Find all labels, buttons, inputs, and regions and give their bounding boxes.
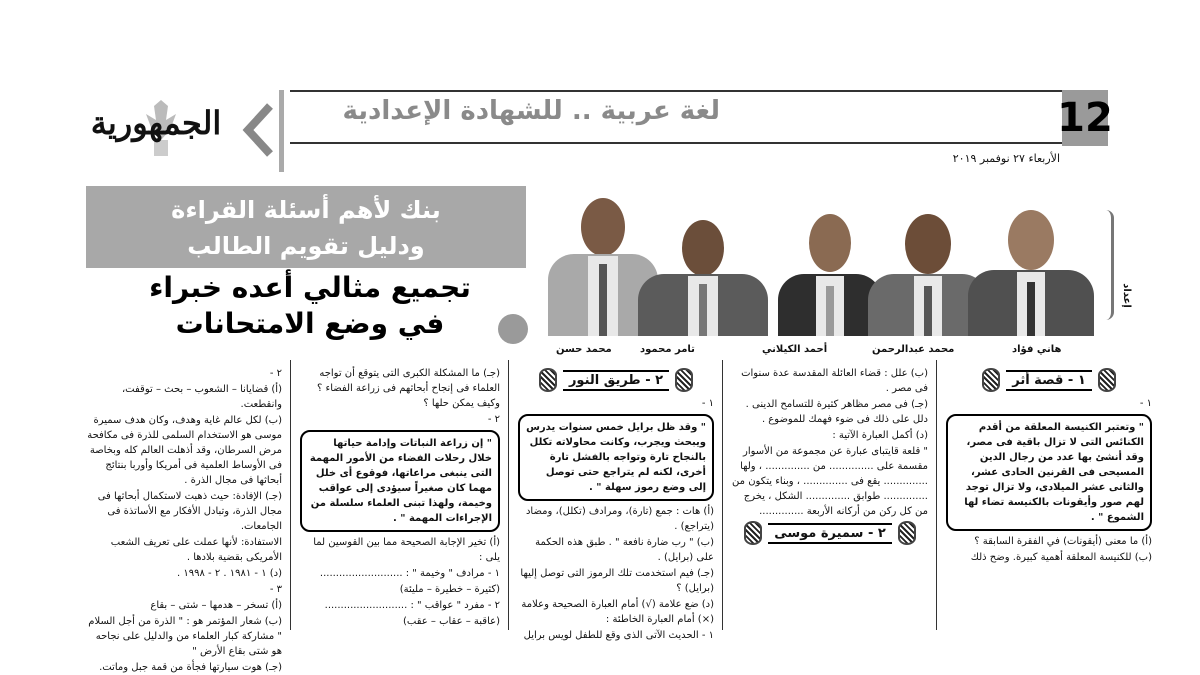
answer-item: (ب) لكل عالم غاية وهدف، وكان هدف سميرة موسى هو الاستخدام السلمى للذرة فى مكافحة مرض السرطان، وقد أذهلت العالم كله وبخاصة فى الأوساط العلمية فى أمريكا وأوربا بنتائج أبحاثها فى مجال الذرة . — [87, 415, 282, 486]
logo-text: الجمهورية — [90, 104, 222, 142]
section-heading-text: ٢ - طريق النور — [563, 370, 669, 391]
header-rule-top — [290, 90, 1062, 92]
decorative-circle — [498, 314, 528, 344]
column-questions-4 — [300, 366, 500, 630]
question-item: (ب) للكنيسة المعلقة أهمية كبيرة. وضح ذلك — [970, 552, 1152, 563]
column-questions-2 — [732, 366, 928, 630]
author-photo-2 — [778, 200, 882, 336]
headline-line-1: بنك لأهم أسئلة القراءة — [171, 196, 441, 224]
question-item: ١ - الحديث الآتى الذى وقع للطفل لويس برايل — [523, 630, 714, 641]
prepared-by-bracket — [1106, 210, 1114, 320]
answer-item: (جـ) الإفادة: حيث ذهبت لاستكمال أبحاثها فى مجال الذرة، وتبادل الأفكار مع الأساتذة فى الجامعات. — [97, 491, 282, 532]
subheadline-line-1: تجميع مثالي أعده خبراء — [149, 271, 471, 304]
ornament-icon — [744, 521, 762, 545]
column-divider — [290, 360, 291, 630]
column-divider — [508, 360, 509, 630]
question-number: ١ - — [701, 398, 714, 409]
question-number: ٢ - — [487, 414, 500, 425]
answer-item: ٣ - — [269, 584, 282, 595]
author-name-4: محمد حسن — [556, 344, 612, 355]
author-name-1: محمد عبدالرحمن — [872, 344, 955, 355]
issue-date: الأربعاء ٢٧ نوفمبر ٢٠١٩ — [952, 152, 1060, 165]
section-heading-2 — [732, 521, 928, 545]
column-answers-5 — [86, 366, 282, 673]
ornament-icon — [1098, 368, 1116, 392]
section-heading-text: ١ - قصة أثر — [1006, 370, 1092, 391]
passage-box: " وتعتبر الكنيسة المعلقة من أقدم الكنائس التى لا تزال باقية فى مصر، وقد أنشئ بها عدد من رجال الدين المسيحى فى القرنين الحادى عشر، والثانى عشر الميلادى، ولا تزال توجد لهم صور وأيقونات بالكنيسة تضاء لها الشموع " . — [946, 414, 1152, 531]
question-item: (د) ضع علامة (√) أمام العبارة الصحيحة وعلامة (×) أمام العبارة الخاطئة : — [521, 599, 714, 625]
question-item: (ب) " رب ضارة نافعة " . طبق هذه الحكمة على (برايل) . — [535, 537, 714, 563]
author-name-2: أحمد الكيلاني — [762, 344, 828, 355]
question-item: (أ) هات : جمع (تارة)، ومرادف (تكلل)، ومضاد (يتراجع) . — [525, 506, 714, 532]
answer-item: (أ) قضايانا – الشعوب – بحث – توقفت، وانقطعت. — [121, 384, 282, 410]
section-heading-1 — [946, 368, 1152, 392]
question-item: ١ - مرادف " وخيمة " : .......................... — [319, 568, 500, 579]
prepared-by-label: إعداد — [1120, 283, 1132, 308]
subheadline-line-2: في وضع الامتحانات — [175, 307, 445, 340]
ornament-icon — [898, 521, 916, 545]
header-rule-bottom — [290, 142, 1062, 144]
column-divider — [936, 360, 937, 630]
ornament-icon — [982, 368, 1000, 392]
question-item: (جـ) ما المشكلة الكبرى التى يتوقع أن تواجه العلماء فى إنجاح أبحاثهم فى زراعة الفضاء ؟ وكيف يمكن حلها ؟ — [317, 368, 500, 409]
answer-item: الاستفادة: لأنها عملت على تعريف الشعب الأمريكى بقضية بلادها . — [110, 537, 282, 563]
answer-item: ٢ - — [269, 368, 282, 379]
ornament-icon — [675, 368, 693, 392]
headline-line-2: ودليل تقويم الطالب — [187, 232, 425, 260]
column-story-3 — [518, 366, 714, 641]
question-item: " قلعة قايتباى عبارة عن مجموعة من الأسوار مقسمة على .............. من .............. ، ولها .............. يقع فى .............. ، وبناء يتكون من .............. طوابق .............. الشكل ، يخرج من كل ركن من أركانه الأربعة .............. — [732, 446, 928, 517]
author-photo-3 — [638, 206, 768, 336]
question-item: (كثيرة – خطيرة – مليئة) — [399, 584, 500, 595]
question-number: ١ - — [1139, 398, 1152, 409]
ornament-icon — [539, 368, 557, 392]
page-number: 12 — [1062, 90, 1108, 146]
question-item: (ب) علل : قضاء العائلة المقدسة عدة سنوات فى مصر . — [741, 368, 928, 394]
passage-box: " إن زراعة النباتات وإدامة حياتها خلال رحلات الفضاء من الأمور المهمة التى ينبغى مراعاتها، فوقوع أى خلل مهما كان صغيراً سيؤدى إلى عواقب وخيمة، ولهذا تبنى العلماء سلسلة من الإجراءات المهمة " . — [300, 430, 500, 532]
section-title: لغة عربية .. للشهادة الإعدادية — [342, 96, 720, 126]
column-story-1 — [946, 366, 1152, 630]
question-item: (أ) ما معنى (أيقونات) في الفقرة السابقة ؟ — [974, 536, 1152, 547]
question-item: (جـ) فيم استخدمت تلك الرموز التى توصل إليها (برايل) ؟ — [520, 568, 714, 594]
section-heading-text: ٢ - سميرة موسى — [768, 523, 892, 544]
chevron-left-icon — [240, 100, 276, 160]
authors-photo-strip — [548, 186, 1098, 336]
question-item: (د) أكمل العبارة الآتية : — [832, 430, 928, 441]
question-item: ٢ - مفرد " عواقب " : .......................... — [324, 600, 500, 611]
author-photo-0 — [968, 200, 1094, 336]
question-item: (عاقبة – عقاب – عقب) — [402, 616, 500, 627]
question-item: (جـ) فى مصر مظاهر كثيرة للتسامح الدينى . دلل على ذلك فى ضوء فهمك للموضوع . — [745, 399, 928, 425]
subheadline — [100, 270, 520, 342]
column-divider — [722, 360, 723, 630]
question-item: (أ) تخير الإجابة الصحيحة مما بين القوسين لما يلى : — [313, 537, 500, 563]
author-name-0: هاني فؤاد — [1012, 344, 1062, 355]
header-divider — [279, 90, 284, 172]
answer-item: (جـ) هوت سيارتها فجأة من قمة جبل وماتت. — [99, 662, 282, 673]
answer-item: (د) ١ - ١٩٨١ . ٢ - ١٩٩٨ . — [177, 568, 282, 579]
answer-item: (أ) تسخر – هدمها – شتى – بقاع — [150, 600, 282, 611]
author-name-3: تامر محمود — [640, 344, 695, 355]
section-heading-3 — [518, 368, 714, 392]
answer-item: (ب) شعار المؤتمر هو : " الذرة من أجل السلام " مشاركة كبار العلماء من والدليل على نجاحه هو شتى بقاع الأرض " — [88, 616, 282, 657]
passage-box: " وقد ظل برايل خمس سنوات يدرس ويبحث ويجرب، وكانت محاولاته تكلل بالنجاح تارة وتواجه بالفشل تارة أخرى، لكنه لم يتراجع حتى توصل إلى وضع رموز سهلة " . — [518, 414, 714, 501]
headline-box — [86, 186, 526, 268]
